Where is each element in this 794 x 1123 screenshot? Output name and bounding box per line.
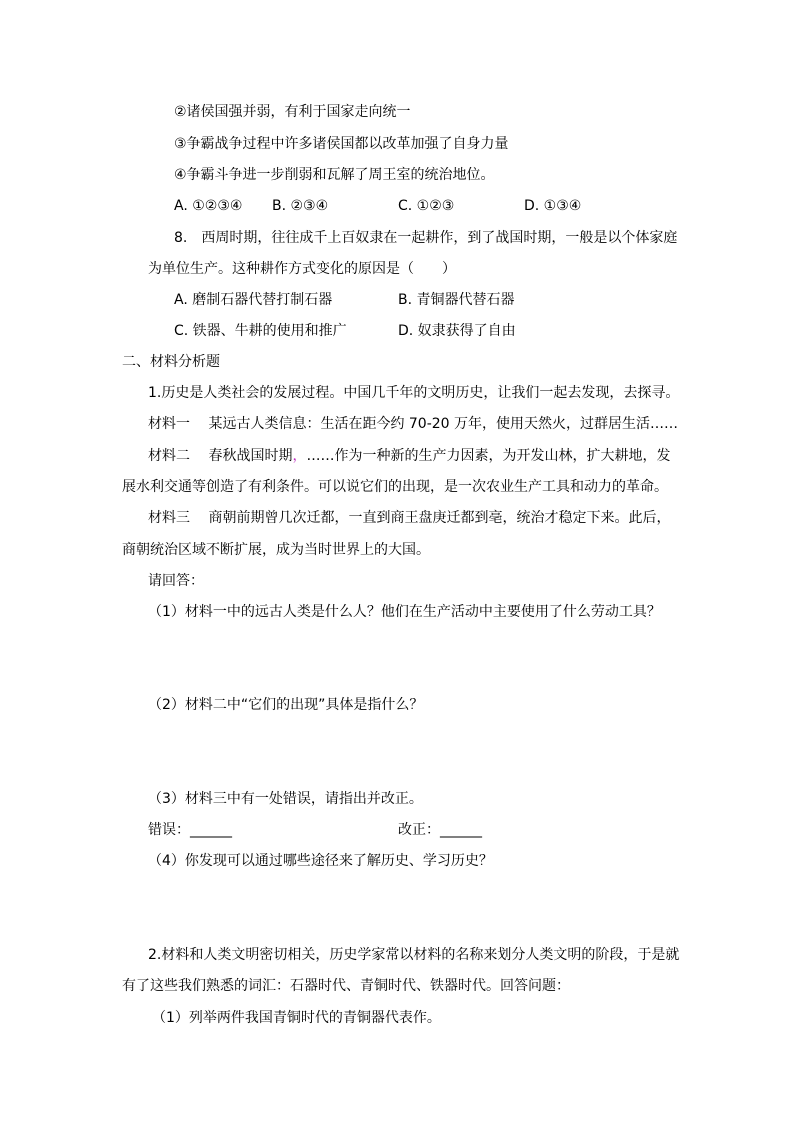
- q7-option-a: A. ①②③④: [174, 198, 243, 214]
- q8-option-d: D. 奴隶获得了自由: [398, 323, 516, 339]
- q1-sub-1: （1）材料一中的远古人类是什么人？他们在生产活动中主要使用了什么劳动工具？: [148, 604, 661, 620]
- q7-item-2: ②诸侯国强并弱，有利于国家走向统一: [174, 104, 411, 120]
- q7-option-b: B. ②③④: [272, 198, 329, 214]
- q7-option-d: D. ①③④: [524, 198, 582, 214]
- q1-material-2-line2: 展水利交通等创造了有利条件。可以说它们的出现，是一次农业生产工具和动力的革命。: [122, 479, 668, 495]
- q1-material-3-line2: 商朝统治区域不断扩展，成为当时世界上的大国。: [122, 542, 430, 558]
- q8-option-a: A. 磨制石器代替打制石器: [174, 292, 333, 308]
- q8-stem-line2: 为单位生产。这种耕作方式变化的原因是（ ）: [148, 261, 456, 277]
- q7-item-4: ④争霸斗争进一步削弱和瓦解了周王室的统治地位。: [174, 167, 495, 183]
- q2-sub-1: （1）列举两件我国青铜时代的青铜器代表作。: [152, 1010, 441, 1026]
- q1-sub-3: （3）材料三中有一处错误，请指出并改正。: [148, 791, 423, 807]
- q1-error-field[interactable]: 错误：______: [148, 822, 232, 838]
- q8-stem-line1: 8. 西周时期，往往成千上百奴隶在一起耕作，到了战国时期，一般是以个体家庭: [174, 230, 678, 246]
- q7-option-c: C. ①②③: [398, 198, 455, 214]
- q1-material-2-line1: [148, 446, 670, 466]
- q1-material-2-comma: ，: [292, 448, 307, 464]
- q1-correction-field[interactable]: 改正：______: [398, 822, 482, 838]
- q8-option-c: C. 铁器、牛耕的使用和推广: [174, 323, 347, 339]
- q1-material-3-line1: 材料三 商朝前期曾几次迁都，一直到商王盘庚迁都到亳，统治才稳定下来。此后，: [148, 510, 671, 526]
- q1-sub-4: （4）你发现可以通过哪些途径来了解历史、学习历史？: [148, 853, 493, 869]
- q2-intro-line2: 有了这些我们熟悉的词汇：石器时代、青铜时代、铁器时代。回答问题：: [122, 978, 570, 994]
- q1-intro: 1.历史是人类社会的发展过程。中国几千年的文明历史，让我们一起去发现，去探寻。: [148, 385, 680, 401]
- q2-intro-line1: 2.材料和人类文明密切相关，历史学家常以材料的名称来划分人类文明的阶段，于是就: [148, 947, 680, 963]
- q8-option-b: B. 青铜器代替石器: [398, 292, 515, 308]
- section-heading: 二、材料分析题: [122, 354, 220, 370]
- q1-material-2-start: 材料二 春秋战国时期: [148, 448, 293, 464]
- q1-ask: 请回答：: [148, 573, 204, 589]
- q1-material-2-rest: ……作为一种新的生产力因素，为开发山林，扩大耕地，发: [306, 448, 671, 464]
- q1-material-1: 材料一 某远古人类信息：生活在距今约 70-20 万年，使用天然火，过群居生活……: [148, 416, 679, 432]
- q1-sub-2: （2）材料二中“它们的出现”具体是指什么？: [148, 697, 424, 713]
- q7-item-3: ③争霸战争过程中许多诸侯国都以改革加强了自身力量: [174, 136, 509, 152]
